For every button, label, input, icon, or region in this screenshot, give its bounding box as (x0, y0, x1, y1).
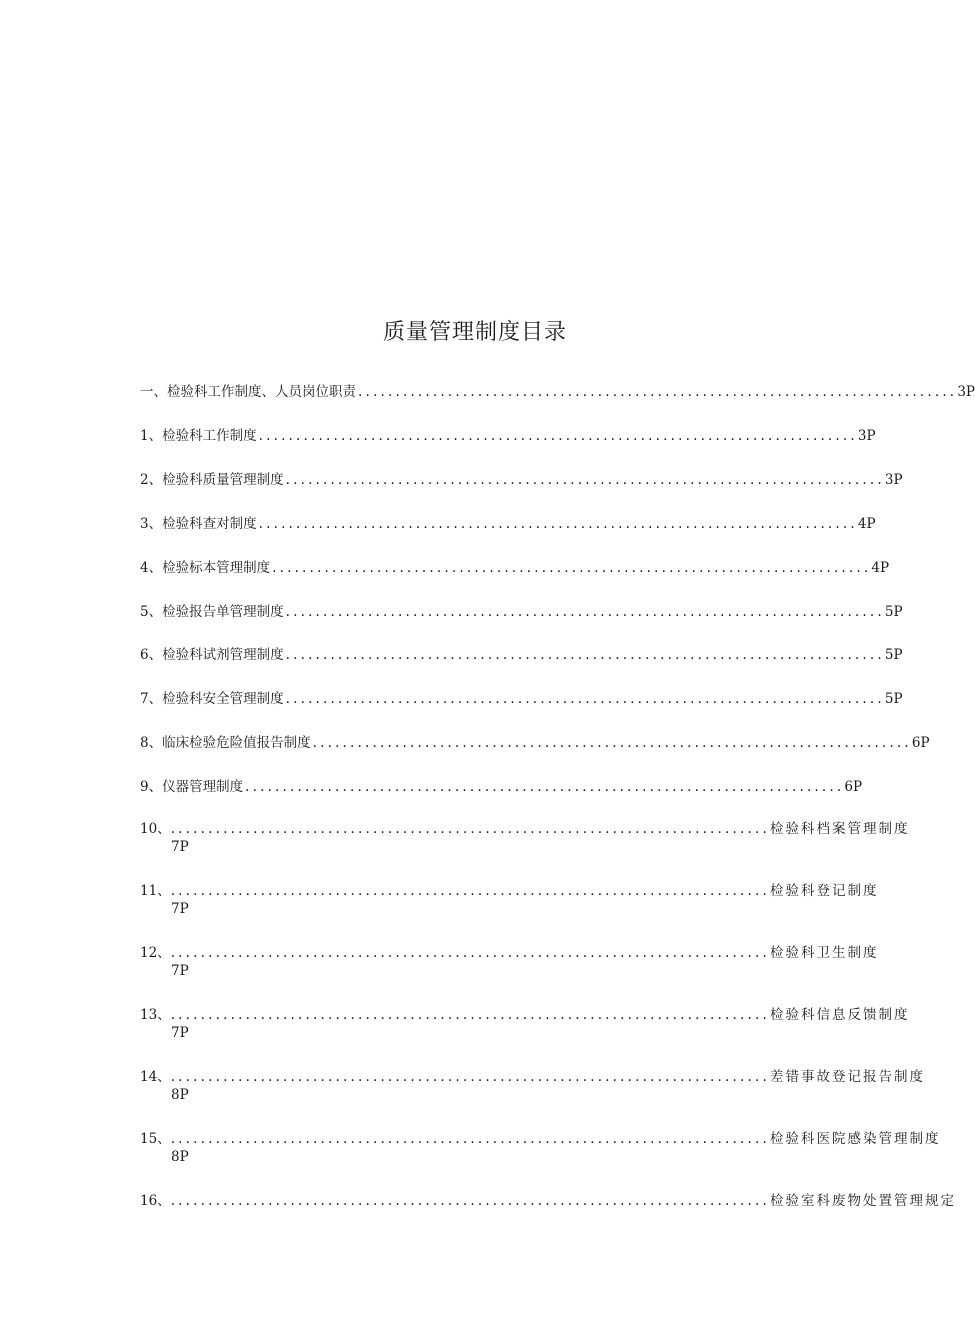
toc-leader-dots: ................................................................................ (170, 1069, 770, 1085)
toc-leader-dots: ................................................................................ (258, 516, 858, 532)
toc-entry-page: 8P (171, 1149, 189, 1165)
toc-entry[interactable] (140, 427, 876, 445)
toc-entry-title: 检验科信息反馈制度 (770, 1007, 910, 1023)
toc-leader-dots: ................................................................................ (245, 779, 845, 795)
toc-entry-page: 4P (857, 516, 876, 532)
toc-entry-page: 5P (884, 604, 903, 620)
toc-entry-title: 检验科工作制度 (162, 428, 257, 444)
toc-leader-dots: ................................................................................ (312, 735, 912, 751)
toc-entry-title: 检验报告单管理制度 (162, 604, 284, 620)
toc-entry-page: 5P (884, 691, 903, 707)
toc-entry-number: 10、 (140, 821, 171, 837)
toc-entry[interactable] (140, 1192, 956, 1210)
toc-entry[interactable] (140, 515, 876, 533)
toc-entry-title: 检验科档案管理制度 (770, 821, 910, 837)
toc-entry-page: 6P (911, 735, 930, 751)
toc-entry-number: 15、 (140, 1131, 171, 1147)
toc-entry-page: 8P (171, 1087, 189, 1103)
toc-entry-number: 9、 (140, 779, 163, 795)
toc-entry[interactable] (140, 383, 975, 401)
toc-entry-number: 2、 (140, 472, 163, 488)
toc-leader-dots: ................................................................................ (170, 1007, 770, 1023)
toc-entry-page: 6P (844, 779, 863, 795)
toc-entry[interactable] (140, 1006, 910, 1042)
toc-entry[interactable] (140, 471, 903, 489)
toc-leader-dots: ................................................................................ (285, 472, 885, 488)
toc-entry-number: 8、 (140, 735, 163, 751)
toc-leader-dots: ................................................................................ (285, 604, 885, 620)
toc-entry-page: 7P (171, 901, 189, 917)
toc-entry[interactable] (140, 820, 910, 856)
toc-entry-title: 差错事故登记报告制度 (770, 1069, 925, 1085)
toc-entry-number: 5、 (140, 604, 163, 620)
toc-entry-number: 12、 (140, 945, 171, 961)
toc-entry-page: 4P (871, 560, 890, 576)
toc-entry[interactable] (140, 1130, 941, 1166)
toc-entry-title: 检验科安全管理制度 (162, 691, 284, 707)
toc-entry-number: 13、 (140, 1007, 171, 1023)
toc-entry-page: 3P (857, 428, 876, 444)
toc-leader-dots: ................................................................................ (258, 428, 858, 444)
toc-entry[interactable] (140, 603, 903, 621)
toc-entry[interactable] (140, 646, 903, 664)
toc-entry-number: 3、 (140, 516, 163, 532)
page-title: 质量管理制度目录 (382, 320, 567, 345)
toc-entry-number: 11、 (140, 883, 171, 899)
toc-entry-page: 3P (957, 384, 975, 400)
toc-entry-title: 检验室科废物处置管理规定 (770, 1193, 956, 1209)
toc-entry-title: 检验科工作制度、人员岗位职责 (167, 384, 356, 400)
toc-leader-dots: ................................................................................ (272, 560, 872, 576)
toc-entry-title: 检验科试剂管理制度 (162, 647, 284, 663)
toc-entry[interactable] (140, 690, 903, 708)
toc-leader-dots: ................................................................................ (358, 384, 958, 400)
toc-entry-title: 检验科登记制度 (770, 883, 879, 899)
toc-leader-dots: ................................................................................ (170, 1193, 770, 1209)
toc-entry-number: 14、 (140, 1069, 171, 1085)
toc-entry[interactable] (140, 559, 890, 577)
toc-entry[interactable] (140, 734, 930, 752)
toc-entry-page: 7P (171, 963, 189, 979)
toc-leader-dots: ................................................................................ (170, 821, 770, 837)
toc-leader-dots: ................................................................................ (285, 691, 885, 707)
toc-entry-title: 临床检验危险值报告制度 (162, 735, 311, 751)
toc-entry-number: 一、 (140, 384, 167, 400)
toc-entry-number: 6、 (140, 647, 163, 663)
toc-leader-dots: ................................................................................ (170, 883, 770, 899)
toc-entry-number: 7、 (140, 691, 163, 707)
toc-entry[interactable] (140, 882, 879, 918)
toc-entry-title: 检验科医院感染管理制度 (770, 1131, 941, 1147)
toc-entry-title: 检验科查对制度 (162, 516, 257, 532)
toc-entry[interactable] (140, 778, 863, 796)
toc-leader-dots: ................................................................................ (285, 647, 885, 663)
toc-entry-page: 5P (884, 647, 903, 663)
toc-entry-page: 7P (171, 1025, 189, 1041)
toc-entry-title: 检验标本管理制度 (162, 560, 271, 576)
toc-entry-number: 1、 (140, 428, 163, 444)
toc-leader-dots: ................................................................................ (170, 945, 770, 961)
toc-entry[interactable] (140, 1068, 925, 1104)
toc-entry-number: 4、 (140, 560, 163, 576)
toc-entry[interactable] (140, 944, 879, 980)
toc-entry-title: 检验科卫生制度 (770, 945, 879, 961)
toc-entry-number: 16、 (140, 1193, 171, 1209)
toc-leader-dots: ................................................................................ (170, 1131, 770, 1147)
toc-entry-page: 3P (884, 472, 903, 488)
toc-entry-title: 仪器管理制度 (162, 779, 244, 795)
toc-entry-page: 7P (171, 839, 189, 855)
toc-entry-title: 检验科质量管理制度 (162, 472, 284, 488)
